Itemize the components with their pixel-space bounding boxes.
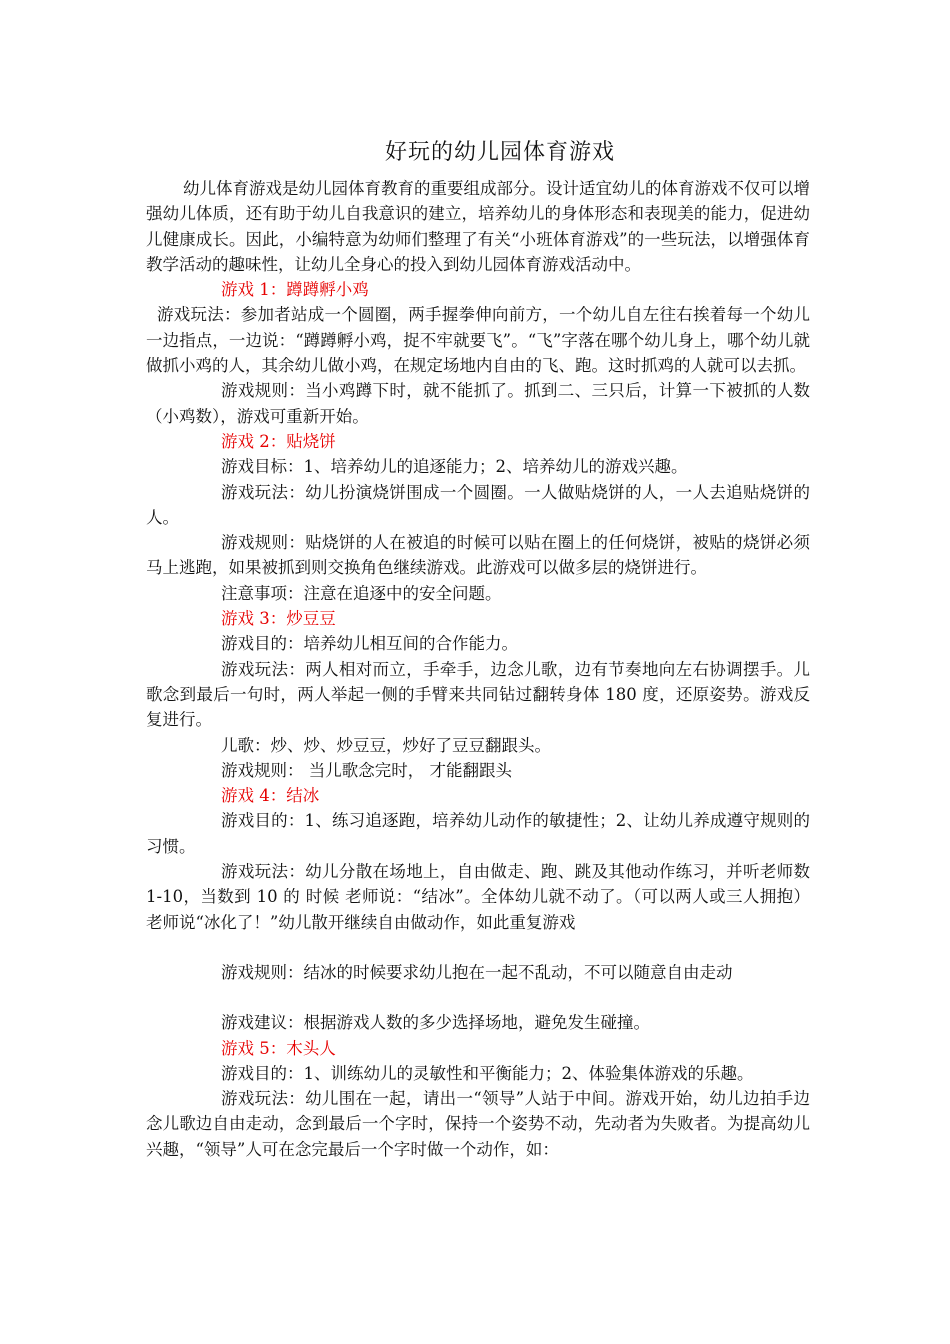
game3-song: 儿歌：炒、炒、炒豆豆，炒好了豆豆翻跟头。: [221, 735, 551, 755]
game3-goal: 游戏目的：培养幼儿相互间的合作能力。: [221, 634, 518, 654]
game2-heading: 游戏 2：贴烧饼: [221, 431, 336, 451]
game5-method: 游戏玩法：幼儿围在一起，请出一“领导”人站于中间。游戏开始，幼儿边拍手边念儿歌边自由走动，念到最后一个字时，保持一个姿势不动，先动者为失败者。为提高幼儿兴趣，“领导”人可在念完最后一个字时做一个动作，如：: [146, 1089, 810, 1159]
game4-rules: 游戏规则：结冰的时候要求幼儿抱在一起不乱动，不可以随意自由走动: [221, 962, 733, 982]
game4-goal: 游戏目的：1、练习追逐跑，培养幼儿动作的敏捷性；2、让幼儿养成遵守规则的习惯。: [146, 811, 810, 856]
game3-method: 游戏玩法：两人相对而立，手牵手，边念儿歌，边有节奏地向左右协调摆手。儿歌念到最后一句时，两人举起一侧的手臂来共同钻过翻转身体 180 度，还原姿势。游戏反复进行。: [146, 659, 810, 730]
game2-goal: 游戏目标：1、培养幼儿的追逐能力；2、培养幼儿的游戏兴趣。: [221, 457, 688, 477]
game4-heading: 游戏 4：结冰: [221, 786, 320, 806]
game3-heading: 游戏 3：炒豆豆: [221, 609, 336, 629]
page-title: 好玩的幼儿园体育游戏: [384, 140, 615, 165]
game4-method: 游戏玩法：幼儿分散在场地上，自由做走、跑、跳及其他动作练习，并听老师数 1-10，当数到 10 的 时候 老师说：“结冰”。全体幼儿就不动了。（可以两人或三人拥抱）老师说“冰化了！”幼儿散开继续自由做动作，如此重复游戏: [146, 862, 810, 932]
game5-heading: 游戏 5：木头人: [221, 1038, 336, 1058]
game1-rules: 游戏规则：当小鸡蹲下时，就不能抓了。抓到二、三只后，计算一下被抓的人数（小鸡数），游戏可重新开始。: [146, 381, 810, 426]
game5-goal: 游戏目的：1、训练幼儿的灵敏性和平衡能力；2、体验集体游戏的乐趣。: [221, 1063, 754, 1083]
game2-notes: 注意事项：注意在追逐中的安全问题。: [221, 583, 502, 603]
game4-advice: 游戏建议：根据游戏人数的多少选择场地，避免发生碰撞。: [221, 1013, 650, 1033]
game1-method: 游戏玩法：参加者站成一个圆圈，两手握拳伸向前方，一个幼儿自左往右挨着每一个幼儿一边指点，一边说：“蹲蹲孵小鸡，捉不牢就要飞”。“飞”字落在哪个幼儿身上，哪个幼儿就做抓小鸡的人，其余幼儿做小鸡，在规定场地内自由的飞、跑。这时抓鸡的人就可以去抓。: [146, 305, 810, 376]
game1-heading: 游戏 1：蹲蹲孵小鸡: [221, 280, 369, 300]
spacer: [146, 985, 810, 1010]
game2-rules: 游戏规则：贴烧饼的人在被追的时候可以贴在圈上的任何烧饼，被贴的烧饼必须马上逃跑，如果被抓到则交换角色继续游戏。此游戏可以做多层的烧饼进行。: [146, 533, 810, 578]
document-body: [146, 138, 810, 1162]
game3-rules: 游戏规则： 当儿歌念完时， 才能翻跟头: [221, 760, 512, 780]
intro-paragraph: 幼儿体育游戏是幼儿园体育教育的重要组成部分。设计适宜幼儿的体育游戏不仅可以增强幼儿体质，还有助于幼儿自我意识的建立，培养幼儿的身体形态和表现美的能力，促进幼儿健康成长。因此，小编特意为幼师们整理了有关“小班体育游戏”的一些玩法，以增强体育教学活动的趣味性，让幼儿全身心的投入到幼儿园体育游戏活动中。: [146, 179, 810, 274]
game2-method: 游戏玩法：幼儿扮演烧饼围成一个圆圈。一人做贴烧饼的人，一人去追贴烧饼的人。: [146, 482, 810, 527]
spacer: [146, 935, 810, 960]
